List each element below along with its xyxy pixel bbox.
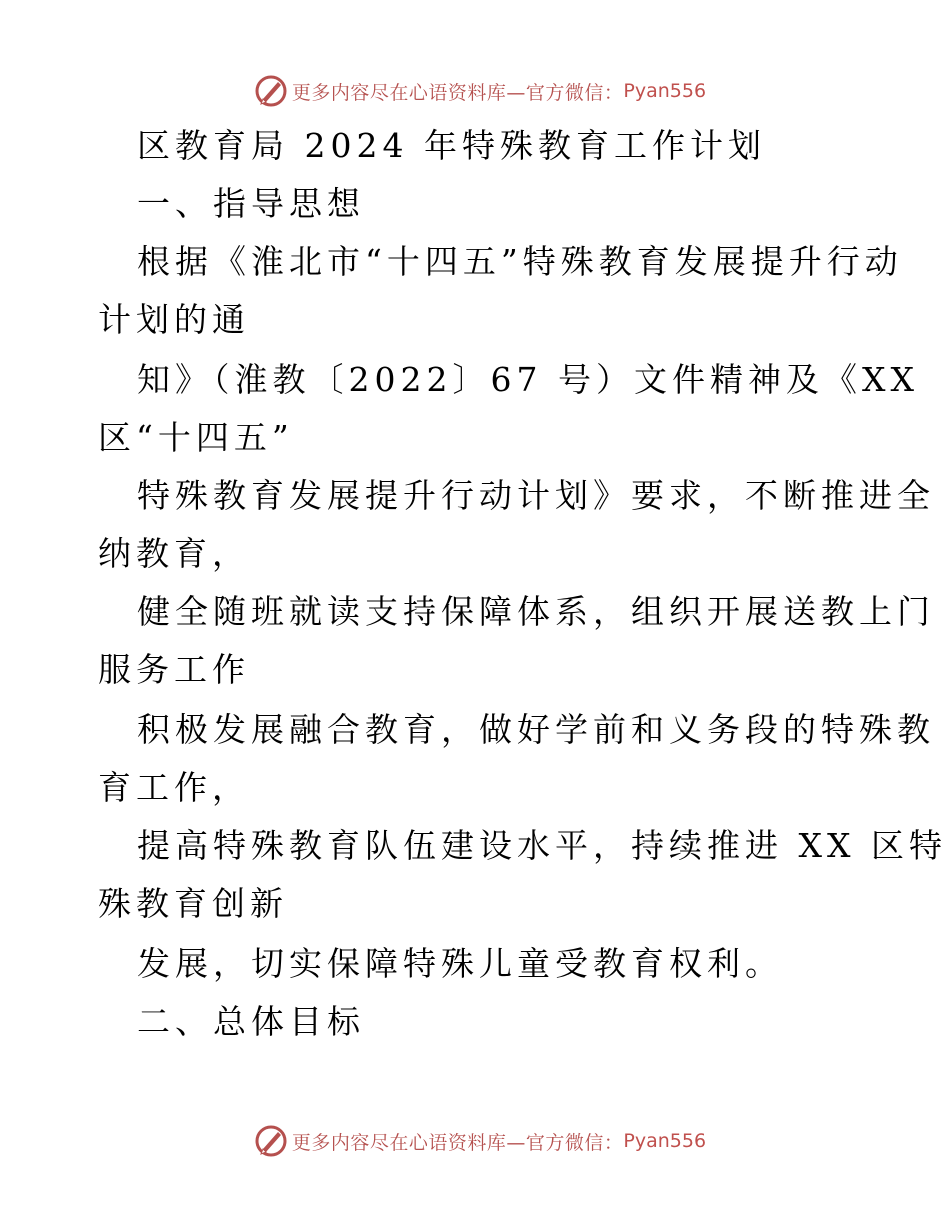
pen-logo-icon <box>254 74 288 108</box>
watermark-text: 更多内容尽在心语资料库—官方微信： <box>291 81 624 104</box>
paragraph-line: 根据《淮北市“十四五”特殊教育发展提升行动 <box>137 242 903 281</box>
watermark-contact: Pyan556 <box>623 1130 707 1152</box>
section-heading: 一、指导思想 <box>137 184 365 223</box>
pen-logo-icon <box>254 1124 288 1158</box>
paragraph-line: 纳教育， <box>98 534 250 573</box>
paragraph-line: 计划的通 <box>98 300 250 339</box>
paragraph-line: 知》（淮教〔2022〕67 号）文件精神及《XX <box>137 360 919 399</box>
paragraph-line: 积极发展融合教育，做好学前和义务段的特殊教 <box>137 710 935 749</box>
paragraph-line: 区“十四五” <box>98 418 294 457</box>
paragraph-line: 殊教育创新 <box>98 884 288 923</box>
watermark-footer <box>0 1121 950 1161</box>
section-heading: 二、总体目标 <box>137 1002 365 1041</box>
watermark-contact: Pyan556 <box>623 80 707 102</box>
paragraph-line: 育工作， <box>98 768 250 807</box>
doc-title: 区教育局 2024 年特殊教育工作计划 <box>137 126 766 165</box>
watermark-text: 更多内容尽在心语资料库—官方微信： <box>291 1131 624 1154</box>
paragraph-line: 健全随班就读支持保障体系，组织开展送教上门 <box>137 592 935 631</box>
paragraph-line: 服务工作 <box>98 650 250 689</box>
watermark-header <box>0 71 950 111</box>
paragraph-line: 特殊教育发展提升行动计划》要求，不断推进全 <box>137 476 935 515</box>
paragraph-line: 发展，切实保障特殊儿童受教育权利。 <box>137 944 783 983</box>
paragraph-line: 提高特殊教育队伍建设水平，持续推进 XX 区特 <box>137 826 947 865</box>
